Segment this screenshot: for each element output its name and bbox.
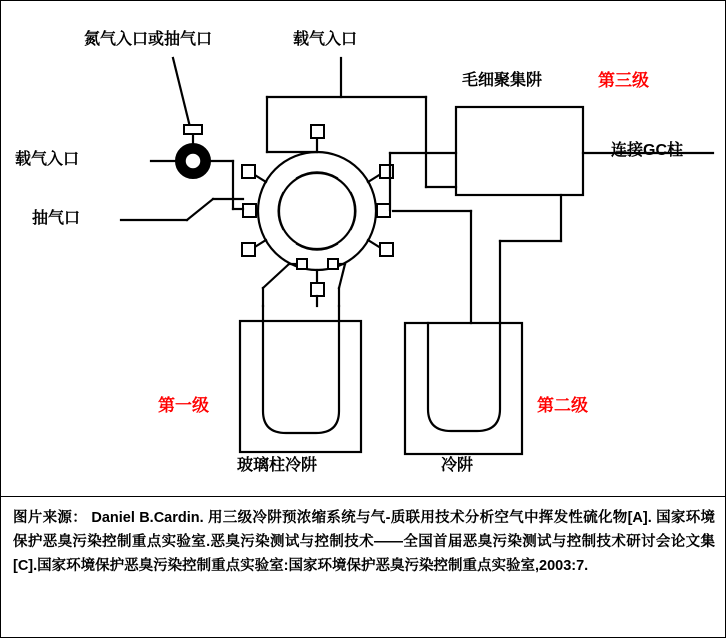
- stage1-u-tube: [263, 306, 339, 433]
- label-cold-trap: 冷阱: [441, 457, 474, 474]
- stage2-dewar-box: [405, 323, 522, 454]
- label-capillary-trap: 毛细聚集阱: [462, 72, 543, 89]
- label-stage-three: 第三级: [598, 71, 649, 90]
- label-nitrogen-inlet: 氮气入口或抽气口: [84, 31, 213, 48]
- label-carrier-gas-inlet-left: 载气入口: [15, 151, 80, 168]
- capillary-trap-box: [456, 107, 583, 195]
- figure-caption: [1, 496, 726, 638]
- inline-fittings: [297, 259, 338, 269]
- label-glass-column-cold-trap: 玻璃柱冷阱: [237, 457, 318, 474]
- caption-text: 图片来源： Daniel B.Cardin. 用三级冷阱预浓缩系统与气-质联用技术分析空气中挥发性硫化物[A]. 国家环境保护恶臭污染控制重点实验室.恶臭污染测试与控制技术——全国首届恶臭污染测试与控制技术研讨会论文集[C].国家环境保护恶臭污染控制重点实验室:国家环境保护恶臭污染控制重点实验室,2003:7.: [13, 510, 715, 574]
- pump-outlet-diagonal: [187, 199, 213, 220]
- label-carrier-gas-inlet-top: 载气入口: [293, 31, 358, 48]
- label-stage-one: 第一级: [158, 396, 209, 415]
- label-connect-gc-column: 连接GC柱: [611, 142, 684, 159]
- valve-port-stubs: [250, 134, 384, 288]
- valve-outer-circle: [258, 152, 376, 270]
- stage1-left-diag: [263, 264, 289, 288]
- stage2-u-tube: [428, 323, 500, 431]
- stage1-right-diag: [339, 264, 345, 288]
- label-pump-outlet: 抽气口: [32, 210, 81, 227]
- diagram-canvas: [1, 1, 726, 496]
- three-way-valve: [176, 125, 210, 178]
- nitrogen-inlet-line: [173, 58, 191, 131]
- label-stage-two: 第二级: [537, 396, 588, 415]
- valve-inner-circle: [279, 173, 355, 249]
